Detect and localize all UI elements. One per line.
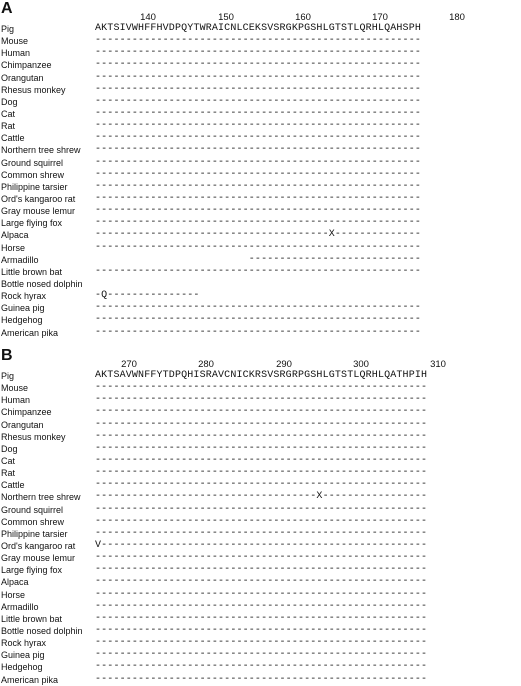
species-name: Ord's kangaroo rat [1,193,76,204]
species-name: Horse [1,589,26,600]
species-name: Ground squirrel [1,504,64,515]
species-name: Pig [1,371,15,381]
sequence: ------------------------------------------------------ [95,382,428,394]
species-name: Common shrew [1,516,65,527]
sequence: ------------------------------------------------------ [95,467,428,479]
sequence: ----------------------------------------------------- [95,35,422,47]
position-number: 270 [121,359,137,370]
alignment-row [0,479,521,491]
alignment-row [0,157,521,169]
alignment-row [0,601,521,613]
alignment-row [0,370,521,382]
species-name: Rat [1,121,16,132]
alignment-row [0,564,521,576]
alignment-row [0,35,521,47]
species-name: Rhesus monkey [1,84,66,95]
alignment-row [0,205,521,217]
sequence: AKTSIVWHFFHVDPQYTWRAICNLCEKSVSRGKPGSHLGTSTLQRHLQAHSPH [95,23,422,34]
sequence: ------------------------------------------------------ [95,600,428,612]
position-number: 180 [449,12,465,23]
alignment-row [0,266,521,278]
position-number: 160 [295,12,311,23]
sequence: ----------------------------------------------------- [95,192,422,204]
sequence: ------------------------------------------------------ [95,612,428,624]
species-name: Chimpanzee [1,407,52,418]
species-name: Northern tree shrew [1,145,81,156]
alignment-row [0,278,521,290]
alignment-row [0,637,521,649]
sequence: ----------------------------------------------------- [95,144,422,156]
species-name: Large flying fox [1,565,63,576]
alignment-row [0,431,521,443]
sequence: ----------------------------------------------------- [95,180,422,192]
sequence: --------------------------------------X-------------- [95,229,422,241]
alignment-row [0,443,521,455]
species-name: Dog [1,96,18,107]
position-number: 310 [430,359,446,370]
alignment-row [0,108,521,120]
alignment-row [0,382,521,394]
sequence: ---------------------------- [95,253,422,265]
sequence: ------------------------------------------------------ [95,418,428,430]
alignment-row [0,528,521,540]
species-name: Human [1,395,31,406]
alignment-row [0,552,521,564]
species-name: Philippine tarsier [1,528,68,539]
sequence: ------------------------------------------------------ [95,624,428,636]
species-name: Rock hyrax [1,638,47,649]
sequence: AKTSAVWNFFYTDPQHISRAVCNICKRSVSRGRPGSHLGTSTLQRHLQATHPIH [95,370,428,381]
alignment-row [0,23,521,35]
species-name: Cattle [1,133,25,144]
species-name: Orangutan [1,419,44,430]
species-name: Horse [1,242,26,253]
sequence: ----------------------------------------------------- [95,71,422,83]
species-name: Hedgehog [1,662,43,673]
species-name: Cat [1,455,16,466]
alignment-row [0,96,521,108]
alignment-row [0,229,521,241]
sequence: ------------------------------------------------------ [95,515,428,527]
alignment-row [0,504,521,516]
species-name: American pika [1,327,59,338]
alignment-row [0,394,521,406]
sequence: ----------------------------------------------------- [95,59,422,71]
alignment-row [0,613,521,625]
species-name: Little brown bat [1,266,63,277]
sequence: ----------------------------------------------------- [95,95,422,107]
species-name: Mouse [1,36,29,47]
species-name: Alpaca [1,230,29,241]
alignment-row [0,59,521,71]
sequence: ------------------------------------------------------ [95,649,428,661]
sequence: ------------------------------------X----------------- [95,491,428,503]
species-name: Bottle nosed dolphin [1,278,83,289]
position-number: 290 [276,359,292,370]
sequence: ----------------------------------------------------- [95,302,422,314]
alignment-row [0,290,521,302]
species-name: Cat [1,108,16,119]
alignment-row [0,193,521,205]
sequence: ------------------------------------------------------ [95,673,428,685]
sequence: ----------------------------------------------------- [95,107,422,119]
species-name: Alpaca [1,577,29,588]
sequence: ------------------------------------------------------ [95,406,428,418]
sequence: ----------------------------------------------------- [95,168,422,180]
alignment-row [0,491,521,503]
species-name: Mouse [1,383,29,394]
sequence: ------------------------------------------------------ [95,588,428,600]
alignment-row [0,144,521,156]
alignment-row [0,242,521,254]
species-name: Chimpanzee [1,60,52,71]
species-name: Armadillo [1,601,39,612]
alignment-row [0,254,521,266]
alignment-row [0,589,521,601]
species-name: Armadillo [1,254,39,265]
alignment-row [0,576,521,588]
sequence: ----------------------------------------------------- [95,241,422,253]
alignment-row [0,302,521,314]
panel-label: A [1,0,13,17]
alignment-row [0,467,521,479]
species-name: Common shrew [1,169,65,180]
species-name: Guinea pig [1,303,45,314]
sequence: ------------------------------------------------------ [95,479,428,491]
species-name: Gray mouse lemur [1,553,76,564]
alignment-rows [0,23,521,339]
species-name: Bottle nosed dolphin [1,625,83,636]
species-name: Northern tree shrew [1,492,81,503]
sequence: ------------------------------------------------------ [95,442,428,454]
species-name: Large flying fox [1,218,63,229]
alignment-row [0,72,521,84]
species-name: Human [1,48,31,59]
sequence: ----------------------------------------------------- [95,132,422,144]
species-name: Dog [1,443,18,454]
sequence: V----------------------------------------------------- [95,539,428,551]
alignment-row [0,314,521,326]
sequence: ------------------------------------------------------ [95,576,428,588]
alignment-row [0,674,521,686]
position-number: 150 [218,12,234,23]
sequence: ------------------------------------------------------ [95,661,428,673]
species-name: Orangutan [1,72,44,83]
species-name: Gray mouse lemur [1,206,76,217]
sequence: ------------------------------------------------------ [95,503,428,515]
species-name: Rat [1,468,16,479]
alignment-rows [0,370,521,686]
sequence: ------------------------------------------------------ [95,527,428,539]
sequence: ----------------------------------------------------- [95,326,422,338]
sequence: ----------------------------------------------------- [95,205,422,217]
sequence: ------------------------------------------------------ [95,637,428,649]
sequence: -Q--------------- [95,290,200,302]
sequence: ------------------------------------------------------ [95,394,428,406]
alignment-row [0,217,521,229]
sequence: ----------------------------------------------------- [95,265,422,277]
alignment-row [0,47,521,59]
sequence: ------------------------------------------------------ [95,454,428,466]
sequence: ----------------------------------------------------- [95,83,422,95]
sequence: ----------------------------------------------------- [95,120,422,132]
sequence: ----------------------------------------------------- [95,47,422,59]
sequence: ----------------------------------------------------- [95,314,422,326]
species-name: Hedgehog [1,315,43,326]
sequence: ------------------------------------------------------ [95,430,428,442]
sequence: ------------------------------------------------------ [95,564,428,576]
alignment-row [0,419,521,431]
sequence: ----------------------------------------------------- [95,217,422,229]
alignment-row [0,120,521,132]
alignment-row [0,406,521,418]
alignment-row [0,516,521,528]
alignment-row [0,661,521,673]
alignment-row [0,540,521,552]
alignment-row [0,132,521,144]
position-number: 300 [353,359,369,370]
species-name: Ord's kangaroo rat [1,540,76,551]
panel-label: B [1,347,13,364]
alignment-row [0,327,521,339]
alignment-row [0,181,521,193]
species-name: Little brown bat [1,613,63,624]
species-name: Cattle [1,480,25,491]
sequence: ------------------------------------------------------ [95,552,428,564]
species-name: American pika [1,674,59,685]
species-name: Rhesus monkey [1,431,66,442]
species-name: Pig [1,24,15,34]
alignment-row [0,649,521,661]
alignment-row [0,169,521,181]
position-number: 280 [198,359,214,370]
alignment-row [0,455,521,467]
alignment-row [0,625,521,637]
sequence: ----------------------------------------------------- [95,156,422,168]
species-name: Rock hyrax [1,291,47,302]
species-name: Guinea pig [1,650,45,661]
position-number: 140 [140,12,156,23]
species-name: Philippine tarsier [1,181,68,192]
position-number: 170 [372,12,388,23]
alignment-row [0,84,521,96]
species-name: Ground squirrel [1,157,64,168]
